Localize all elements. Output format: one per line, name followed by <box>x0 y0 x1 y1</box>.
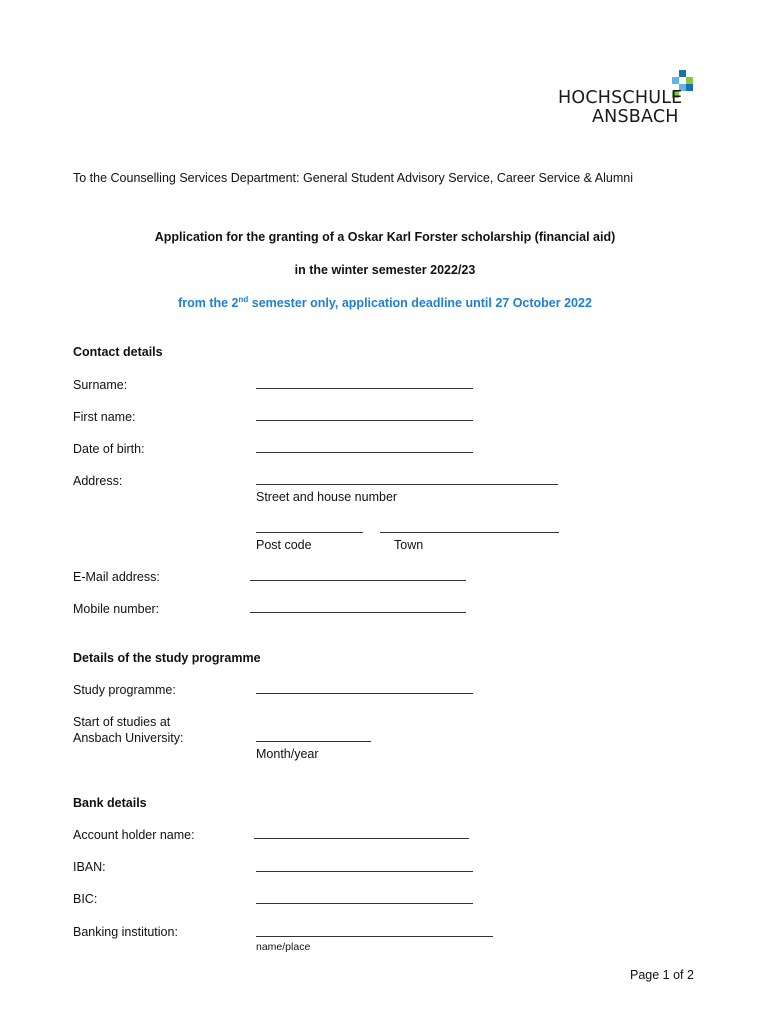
logo-square-2 <box>672 77 679 84</box>
address-label: Address: <box>73 474 123 488</box>
logo-line-2: ANSBACH <box>592 107 679 127</box>
programme-label: Study programme: <box>73 683 176 697</box>
start-label-line1: Start of studies at <box>73 715 171 729</box>
first-name-label: First name: <box>73 410 136 424</box>
contact-heading: Contact details <box>73 345 163 359</box>
street-field[interactable] <box>256 484 558 485</box>
logo-square-3 <box>686 77 693 84</box>
town-field[interactable] <box>380 532 559 533</box>
holder-field[interactable] <box>254 838 469 839</box>
semester-line: in the winter semester 2022/23 <box>294 263 476 277</box>
dob-label: Date of birth: <box>73 442 145 456</box>
institution-label: Banking institution: <box>73 925 178 939</box>
surname-label: Surname: <box>73 378 128 392</box>
deadline-prefix: from the 2 <box>178 296 239 311</box>
holder-label: Account holder name: <box>73 828 195 842</box>
mobile-label: Mobile number: <box>73 602 160 616</box>
logo-square-1 <box>679 70 686 77</box>
postcode-field[interactable] <box>256 532 363 533</box>
first-name-field[interactable] <box>256 420 473 421</box>
mobile-field[interactable] <box>250 612 466 613</box>
surname-field[interactable] <box>256 388 473 389</box>
nameplace-hint: name/place <box>256 941 311 953</box>
monthyear-hint: Month/year <box>256 747 319 761</box>
logo-square-5 <box>686 84 693 91</box>
institution-field[interactable] <box>256 936 493 937</box>
iban-field[interactable] <box>256 871 473 872</box>
page-number: Page 1 of 2 <box>630 968 694 982</box>
email-label: E-Mail address: <box>73 570 160 584</box>
iban-label: IBAN: <box>73 860 106 874</box>
deadline-suffix: semester only, application deadline until 27 October 2022 <box>248 296 592 311</box>
page-title: Application for the granting of a Oskar Karl Forster scholarship (financial aid) <box>154 230 616 244</box>
town-hint: Town <box>394 538 424 552</box>
deadline-note <box>0 295 770 310</box>
street-hint: Street and house number <box>256 490 398 504</box>
programme-field[interactable] <box>256 693 473 694</box>
study-heading: Details of the study programme <box>73 651 261 665</box>
bank-heading: Bank details <box>73 796 147 810</box>
bic-label: BIC: <box>73 892 98 906</box>
deadline-superscript: nd <box>238 295 249 304</box>
recipient-line: To the Counselling Services Department: General Student Advisory Service, Career Service & Alumni <box>73 171 633 185</box>
start-field[interactable] <box>256 741 371 742</box>
logo-line-1: HOCHSCHULE <box>558 88 683 108</box>
postcode-hint: Post code <box>256 538 312 552</box>
start-label-line2: Ansbach University: <box>73 731 184 745</box>
email-field[interactable] <box>250 580 466 581</box>
bic-field[interactable] <box>256 903 473 904</box>
dob-field[interactable] <box>256 452 473 453</box>
